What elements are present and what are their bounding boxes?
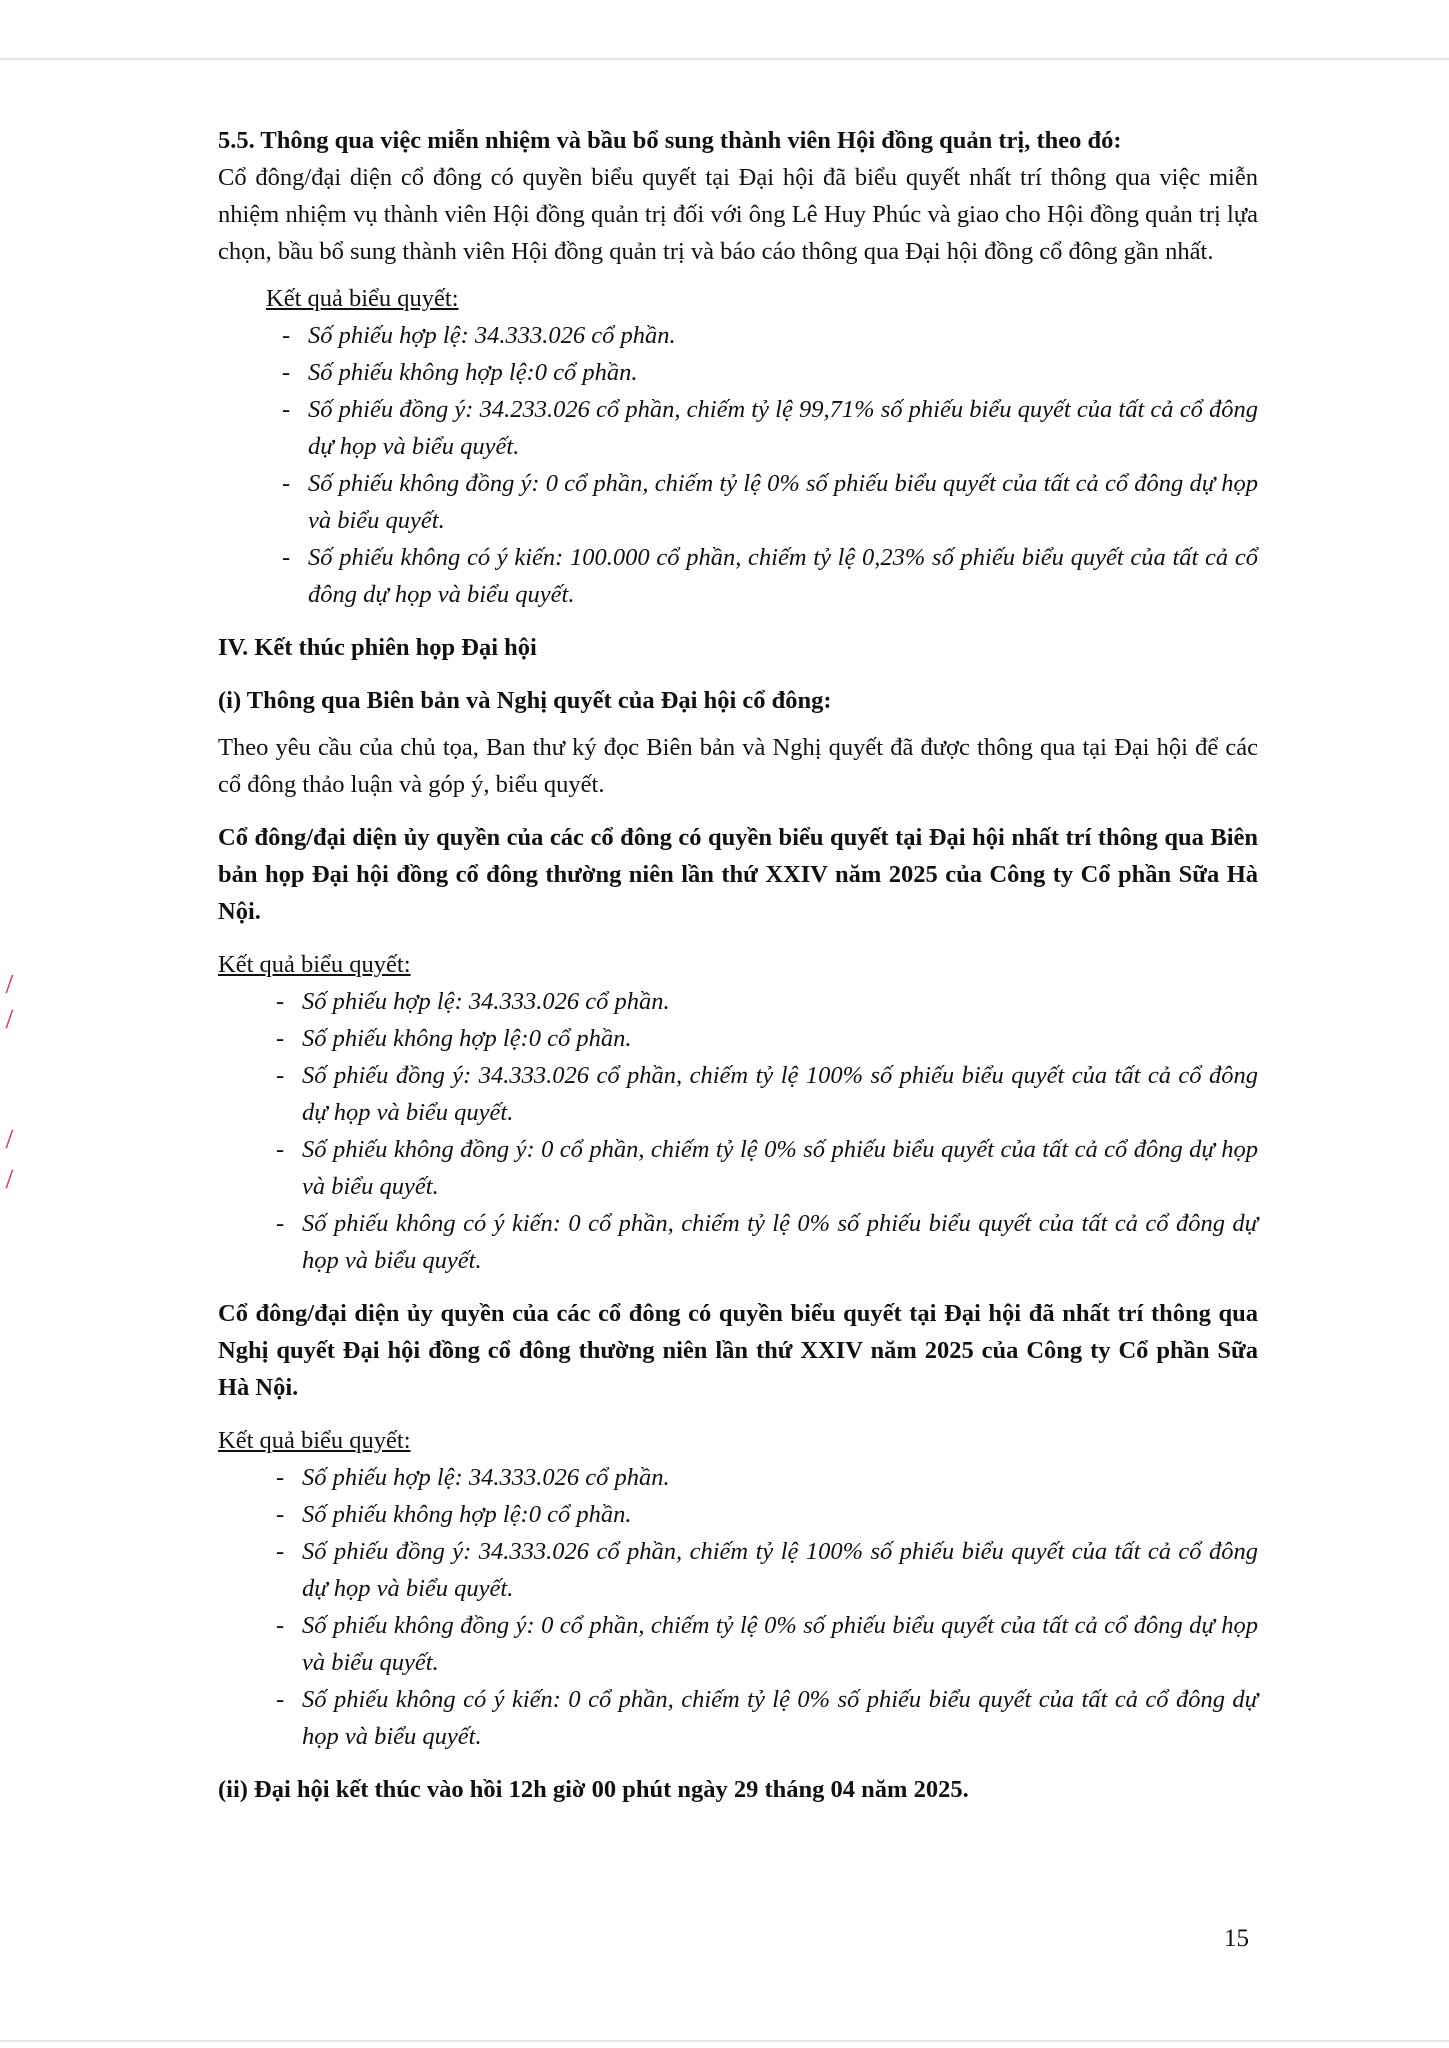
vote-result-list bbox=[218, 1459, 1258, 1755]
vote-invalid: - Số phiếu không hợp lệ:0 cổ phần. bbox=[302, 1496, 1258, 1533]
vote-disagree: - Số phiếu không đồng ý: 0 cổ phần, chiếm tỷ lệ 0% số phiếu biểu quyết của tất cả cổ đông dự họp và biểu quyết. bbox=[302, 1607, 1258, 1681]
section-5-5-body: Cổ đông/đại diện cổ đông có quyền biểu quyết tại Đại hội đã biểu quyết nhất trí thông qua việc miễn nhiệm nhiệm vụ thành viên Hội đồng quản trị đối với ông Lê Huy Phúc và giao cho Hội đồng quản trị lựa chọn, bầu bổ sung thành viên Hội đồng quản trị và báo cáo thông qua Đại hội đồng cổ đông gần nhất. bbox=[218, 164, 1258, 265]
section-5-5-title: 5.5. Thông qua việc miễn nhiệm và bầu bổ sung thành viên Hội đồng quản trị, theo đó: bbox=[218, 127, 1122, 154]
vote-result-list bbox=[218, 317, 1258, 613]
margin-pen-mark: ⁄ bbox=[5, 1007, 15, 1034]
vote-disagree: - Số phiếu không đồng ý: 0 cổ phần, chiếm tỷ lệ 0% số phiếu biểu quyết của tất cả cổ đông dự họp và biểu quyết. bbox=[308, 465, 1258, 539]
section-iv-ii-closing: (ii) Đại hội kết thúc vào hồi 12h giờ 00 phút ngày 29 tháng 04 năm 2025. bbox=[218, 1776, 969, 1803]
vote-valid: - Số phiếu hợp lệ: 34.333.026 cổ phần. bbox=[302, 1459, 1258, 1496]
scan-edge-top bbox=[0, 58, 1449, 60]
vote-no-opinion: - Số phiếu không có ý kiến: 100.000 cổ phần, chiếm tỷ lệ 0,23% số phiếu biểu quyết của tất cả cổ đông dự họp và biểu quyết. bbox=[308, 539, 1258, 613]
vote-no-opinion: - Số phiếu không có ý kiến: 0 cổ phần, chiếm tỷ lệ 0% số phiếu biểu quyết của tất cả cổ đông dự họp và biểu quyết. bbox=[302, 1681, 1258, 1755]
vote-agree: - Số phiếu đồng ý: 34.233.026 cổ phần, chiếm tỷ lệ 99,71% số phiếu biểu quyết của tất cả cổ đông dự họp và biểu quyết. bbox=[308, 391, 1258, 465]
scan-edge-bottom bbox=[0, 2040, 1449, 2042]
vote-no-opinion: - Số phiếu không có ý kiến: 0 cổ phần, chiếm tỷ lệ 0% số phiếu biểu quyết của tất cả cổ đông dự họp và biểu quyết. bbox=[302, 1205, 1258, 1279]
vote-result-list bbox=[218, 983, 1258, 1279]
vote-disagree: - Số phiếu không đồng ý: 0 cổ phần, chiếm tỷ lệ 0% số phiếu biểu quyết của tất cả cổ đông dự họp và biểu quyết. bbox=[302, 1131, 1258, 1205]
section-iv-i-title: (i) Thông qua Biên bản và Nghị quyết của Đại hội cổ đông: bbox=[218, 687, 832, 714]
vote-result-label: Kết quả biểu quyết: bbox=[218, 1427, 411, 1454]
vote-agree: - Số phiếu đồng ý: 34.333.026 cổ phần, chiếm tỷ lệ 100% số phiếu biểu quyết của tất cả cổ đông dự họp và biểu quyết. bbox=[302, 1533, 1258, 1607]
margin-pen-mark: ⁄ bbox=[5, 1167, 15, 1194]
vote-agree: - Số phiếu đồng ý: 34.333.026 cổ phần, chiếm tỷ lệ 100% số phiếu biểu quyết của tất cả cổ đông dự họp và biểu quyết. bbox=[302, 1057, 1258, 1131]
vote-invalid: - Số phiếu không hợp lệ:0 cổ phần. bbox=[302, 1020, 1258, 1057]
margin-pen-mark: ⁄ bbox=[5, 1127, 15, 1154]
section-iv-i-body: Theo yêu cầu của chủ tọa, Ban thư ký đọc Biên bản và Nghị quyết đã được thông qua tại Đại hội để các cổ đông thảo luận và góp ý, biểu quyết. bbox=[218, 734, 1258, 798]
document-page bbox=[218, 122, 1258, 1808]
resolution-approval-statement: Cổ đông/đại diện ủy quyền của các cổ đông có quyền biểu quyết tại Đại hội đã nhất trí thông qua Nghị quyết Đại hội đồng cổ đông thường niên lần thứ XXIV năm 2025 của Công ty Cổ phần Sữa Hà Nội. bbox=[218, 1300, 1258, 1401]
minutes-approval-statement: Cổ đông/đại diện ủy quyền của các cổ đông có quyền biểu quyết tại Đại hội nhất trí thông qua Biên bản họp Đại hội đồng cổ đông thường niên lần thứ XXIV năm 2025 của Công ty Cổ phần Sữa Hà Nội. bbox=[218, 824, 1258, 925]
vote-valid: - Số phiếu hợp lệ: 34.333.026 cổ phần. bbox=[308, 317, 1258, 354]
page-number: 15 bbox=[1224, 1925, 1249, 1952]
section-iv-title: IV. Kết thúc phiên họp Đại hội bbox=[218, 634, 537, 661]
vote-result-label: Kết quả biểu quyết: bbox=[218, 951, 411, 978]
vote-invalid: - Số phiếu không hợp lệ:0 cổ phần. bbox=[308, 354, 1258, 391]
vote-result-label: Kết quả biểu quyết: bbox=[266, 285, 459, 312]
margin-pen-mark: ⁄ bbox=[5, 972, 15, 999]
vote-valid: - Số phiếu hợp lệ: 34.333.026 cổ phần. bbox=[302, 983, 1258, 1020]
